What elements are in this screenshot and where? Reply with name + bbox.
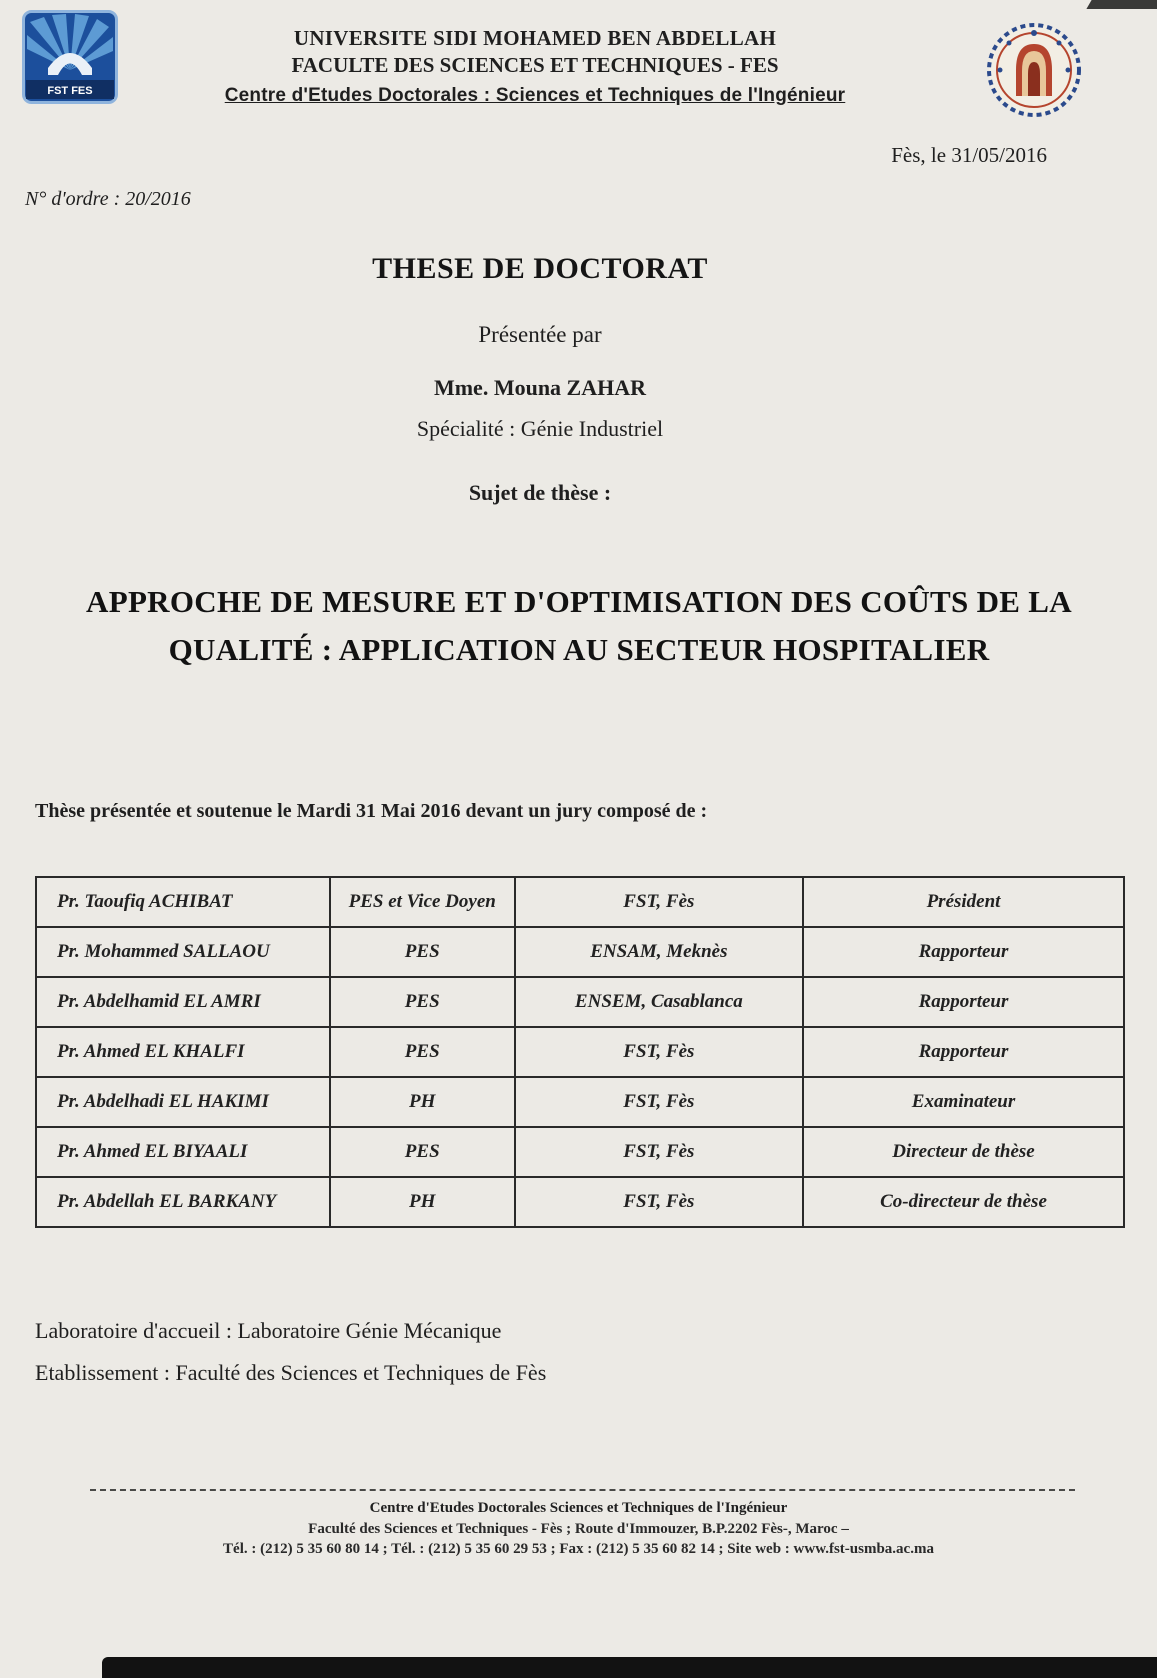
jury-cell-role: Rapporteur bbox=[803, 1027, 1124, 1077]
jury-cell-name: Pr. Abdellah EL BARKANY bbox=[36, 1177, 330, 1227]
author-name: Mme. Mouna ZAHAR bbox=[433, 375, 647, 400]
fst-logo-icon bbox=[22, 10, 118, 104]
thesis-title: APPROCHE DE MESURE ET D'OPTIMISATION DES COÛTS DE LA QUALITÉ : APPLICATION AU SECTEUR HOSPITALIER bbox=[86, 584, 1072, 668]
jury-cell-grade: PES bbox=[330, 927, 515, 977]
scan-artifact-top-right bbox=[1086, 0, 1157, 9]
jury-cell-grade: PES et Vice Doyen bbox=[330, 877, 515, 927]
jury-cell-institution: FST, Fès bbox=[515, 877, 803, 927]
jury-intro-line: Thèse présentée et soutenue le Mardi 31 Mai 2016 devant un jury composé de : bbox=[35, 800, 708, 822]
footer-separator bbox=[90, 1489, 1075, 1491]
jury-cell-grade: PH bbox=[330, 1177, 515, 1227]
order-number: N° d'ordre : 20/2016 bbox=[25, 188, 191, 210]
footer-center-name: Centre d'Etudes Doctorales Sciences et Techniques de l'Ingénieur bbox=[369, 1500, 788, 1516]
jury-cell-name: Pr. Mohammed SALLAOU bbox=[36, 927, 330, 977]
faculty-name: FACULTE DES SCIENCES ET TECHNIQUES - FES bbox=[291, 53, 779, 77]
doctoral-center-name: Centre d'Etudes Doctorales : Sciences et Techniques de l'Ingénieur bbox=[224, 85, 846, 106]
establishment-line: Etablissement : Faculté des Sciences et Techniques de Fès bbox=[35, 1360, 547, 1385]
jury-table-body bbox=[36, 877, 1124, 1227]
footer-contacts: Tél. : (212) 5 35 60 80 14 ; Tél. : (212) 5 35 60 29 53 ; Fax : (212) 5 35 60 82 14 ; Site web : www.fst-usmba.ac.ma bbox=[223, 1541, 934, 1557]
svg-text:FST FES: FST FES bbox=[47, 85, 93, 97]
jury-row bbox=[36, 1077, 1124, 1127]
jury-cell-institution: FST, Fès bbox=[515, 1077, 803, 1127]
footer-address: Faculté des Sciences et Techniques - Fès ; Route d'Immouzer, B.P.2202 Fès-, Maroc – bbox=[308, 1521, 849, 1537]
jury-cell-role: Président bbox=[803, 877, 1124, 927]
jury-cell-grade: PES bbox=[330, 1127, 515, 1177]
jury-cell-grade: PES bbox=[330, 977, 515, 1027]
jury-cell-role: Examinateur bbox=[803, 1077, 1124, 1127]
jury-cell-name: Pr. Ahmed EL BIYAALI bbox=[36, 1127, 330, 1177]
university-seal-icon bbox=[985, 16, 1083, 129]
jury-cell-grade: PH bbox=[330, 1077, 515, 1127]
jury-cell-name: Pr. Abdelhadi EL HAKIMI bbox=[36, 1077, 330, 1127]
jury-cell-name: Pr. Ahmed EL KHALFI bbox=[36, 1027, 330, 1077]
laboratory-line: Laboratoire d'accueil : Laboratoire Génie Mécanique bbox=[35, 1318, 502, 1343]
date-place-line: Fès, le 31/05/2016 bbox=[891, 143, 1047, 167]
document-header bbox=[140, 26, 930, 107]
jury-cell-grade: PES bbox=[330, 1027, 515, 1077]
jury-cell-name: Pr. Abdelhamid EL AMRI bbox=[36, 977, 330, 1027]
jury-cell-role: Rapporteur bbox=[803, 927, 1124, 977]
jury-cell-institution: FST, Fès bbox=[515, 1027, 803, 1077]
jury-cell-role: Rapporteur bbox=[803, 977, 1124, 1027]
jury-row bbox=[36, 927, 1124, 977]
university-name: UNIVERSITE SIDI MOHAMED BEN ABDELLAH bbox=[293, 26, 777, 50]
fst-logo bbox=[22, 10, 118, 109]
specialty-line: Spécialité : Génie Industriel bbox=[416, 416, 664, 441]
jury-table bbox=[35, 876, 1125, 1228]
presented-by-label: Présentée par bbox=[478, 322, 602, 347]
jury-cell-institution: FST, Fès bbox=[515, 1177, 803, 1227]
scan-artifact-bottom bbox=[102, 1657, 1157, 1678]
jury-row bbox=[36, 977, 1124, 1027]
jury-cell-institution: ENSEM, Casablanca bbox=[515, 977, 803, 1027]
thesis-heading: THESE DE DOCTORAT bbox=[372, 252, 708, 285]
jury-cell-institution: FST, Fès bbox=[515, 1127, 803, 1177]
jury-row bbox=[36, 877, 1124, 927]
jury-cell-institution: ENSAM, Meknès bbox=[515, 927, 803, 977]
jury-row bbox=[36, 1027, 1124, 1077]
jury-row bbox=[36, 1177, 1124, 1227]
jury-row bbox=[36, 1127, 1124, 1177]
jury-cell-name: Pr. Taoufiq ACHIBAT bbox=[36, 877, 330, 927]
subject-label: Sujet de thèse : bbox=[468, 480, 612, 505]
jury-cell-role: Directeur de thèse bbox=[803, 1127, 1124, 1177]
jury-cell-role: Co-directeur de thèse bbox=[803, 1177, 1124, 1227]
